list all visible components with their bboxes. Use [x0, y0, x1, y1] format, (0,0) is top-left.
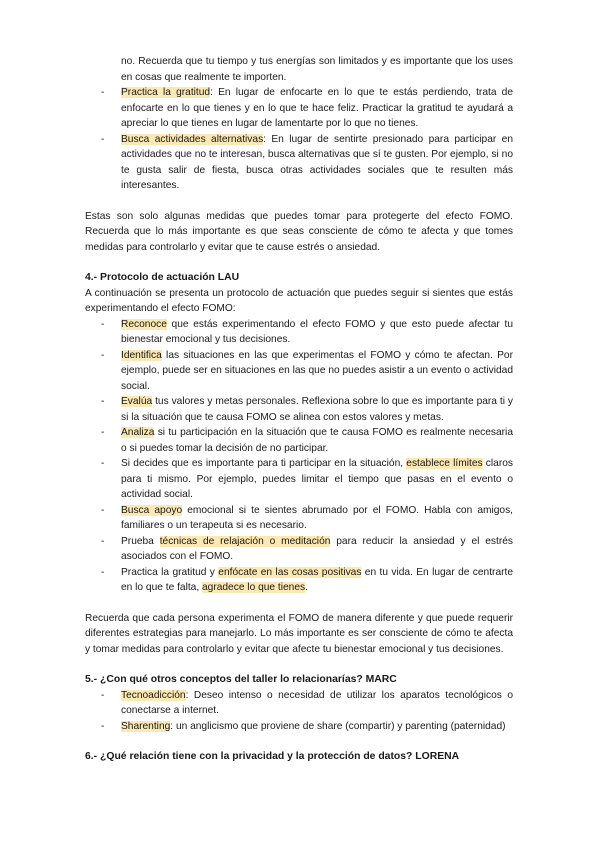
concepts-list: [85, 688, 513, 735]
paragraph: Recuerda que cada persona experimenta el FOMO de manera diferente y que puede requerir diferentes estrategias para manejarlo. Lo más importante es ser consciente de cómo te afecta y tomar medidas para controlarlo y evitar que afecte tu bienestar emocional y tus decisiones.: [85, 612, 513, 655]
document-page: [85, 54, 513, 765]
list-item: - Prueba técnicas de relajación o meditación para reducir la ansiedad y el estrés asociados con el FOMO.: [85, 534, 513, 565]
section-heading-6: 6.- ¿Qué relación tiene con la privacidad y la protección de datos? LORENA: [85, 751, 460, 762]
section-heading-4: 4.- Protocolo de actuación LAU: [85, 272, 240, 283]
intro-list: [85, 85, 513, 194]
list-item: - Analiza si tu participación en la situación que te causa FOMO es realmente necesaria o si puedes tomar la decisión de no participar.: [85, 425, 513, 456]
section-intro: A continuación se presenta un protocolo de actuación que puedes seguir si sientes que estás experimentando el efecto FOMO:: [85, 287, 513, 314]
paragraph: Estas son solo algunas medidas que puedes tomar para protegerte del efecto FOMO. Recuerda que lo más importante es que seas consciente de cómo te afecta y que tomes medidas para controlarlo y evitar que te cause estrés o ansiedad.: [85, 210, 513, 253]
highlight: Busca actividades alternativas: [121, 133, 264, 145]
list-item: - Identifica las situaciones en las que experimentas el FOMO y cómo te afectan. Por ejemplo, puede ser en situaciones en las que no puedes asistir a un evento o actividad social.: [85, 348, 513, 395]
list-item: - Practica la gratitud: En lugar de enfocarte en lo que te estás perdiendo, trata de enfocarte en lo que tienes y en lo que te hace feliz. Practicar la gratitud te ayudará a apreciar lo que tienes en lugar de lamentarte por lo que no tienes.: [85, 85, 513, 132]
list-item: - Busca actividades alternativas: En lugar de sentirte presionado para participar en actividades que no te interesan, busca alternativas que sí te gusten. Por ejemplo, si no te gusta salir de fiesta, busca otras actividades sociales que te resulten más interesantes.: [85, 132, 513, 194]
list-item: - Tecnoadicción: Deseo intenso o necesidad de utilizar los aparatos tecnológicos o conectarse a internet.: [85, 688, 513, 719]
continued-item-text: no. Recuerda que tu tiempo y tus energías son limitados y es importante que los uses en cosas que realmente te importen.: [121, 56, 513, 83]
list-item: - Practica la gratitud y enfócate en las cosas positivas en tu vida. En lugar de centrarte en lo que te falta, agradece lo que tienes.: [85, 565, 513, 596]
section-heading-5: 5.- ¿Con qué otros conceptos del taller lo relacionarías? MARC: [85, 674, 397, 685]
highlight: Practica la gratitud: [121, 87, 211, 98]
list-item: - Sharenting: un anglicismo que proviene de share (compartir) y parenting (paternidad): [85, 719, 513, 735]
list-item: - Busca apoyo emocional si te sientes abrumado por el FOMO. Habla con amigos, familiares o un terapeuta si es necesario.: [85, 503, 513, 534]
list-item: - Si decides que es importante para ti participar en la situación, establece límites claros para ti mismo. Por ejemplo, puedes limitar el tiempo que pasas en el evento o actividad social.: [85, 456, 513, 503]
list-item: - Evalúa tus valores y metas personales. Reflexiona sobre lo que es importante para ti y si la situación que te causa FOMO se alinea con estos valores y metas.: [85, 394, 513, 425]
list-item: - Reconoce que estás experimentando el efecto FOMO y que esto puede afectar tu bienestar emocional y tus decisiones.: [85, 317, 513, 348]
protocol-list: [85, 317, 513, 596]
